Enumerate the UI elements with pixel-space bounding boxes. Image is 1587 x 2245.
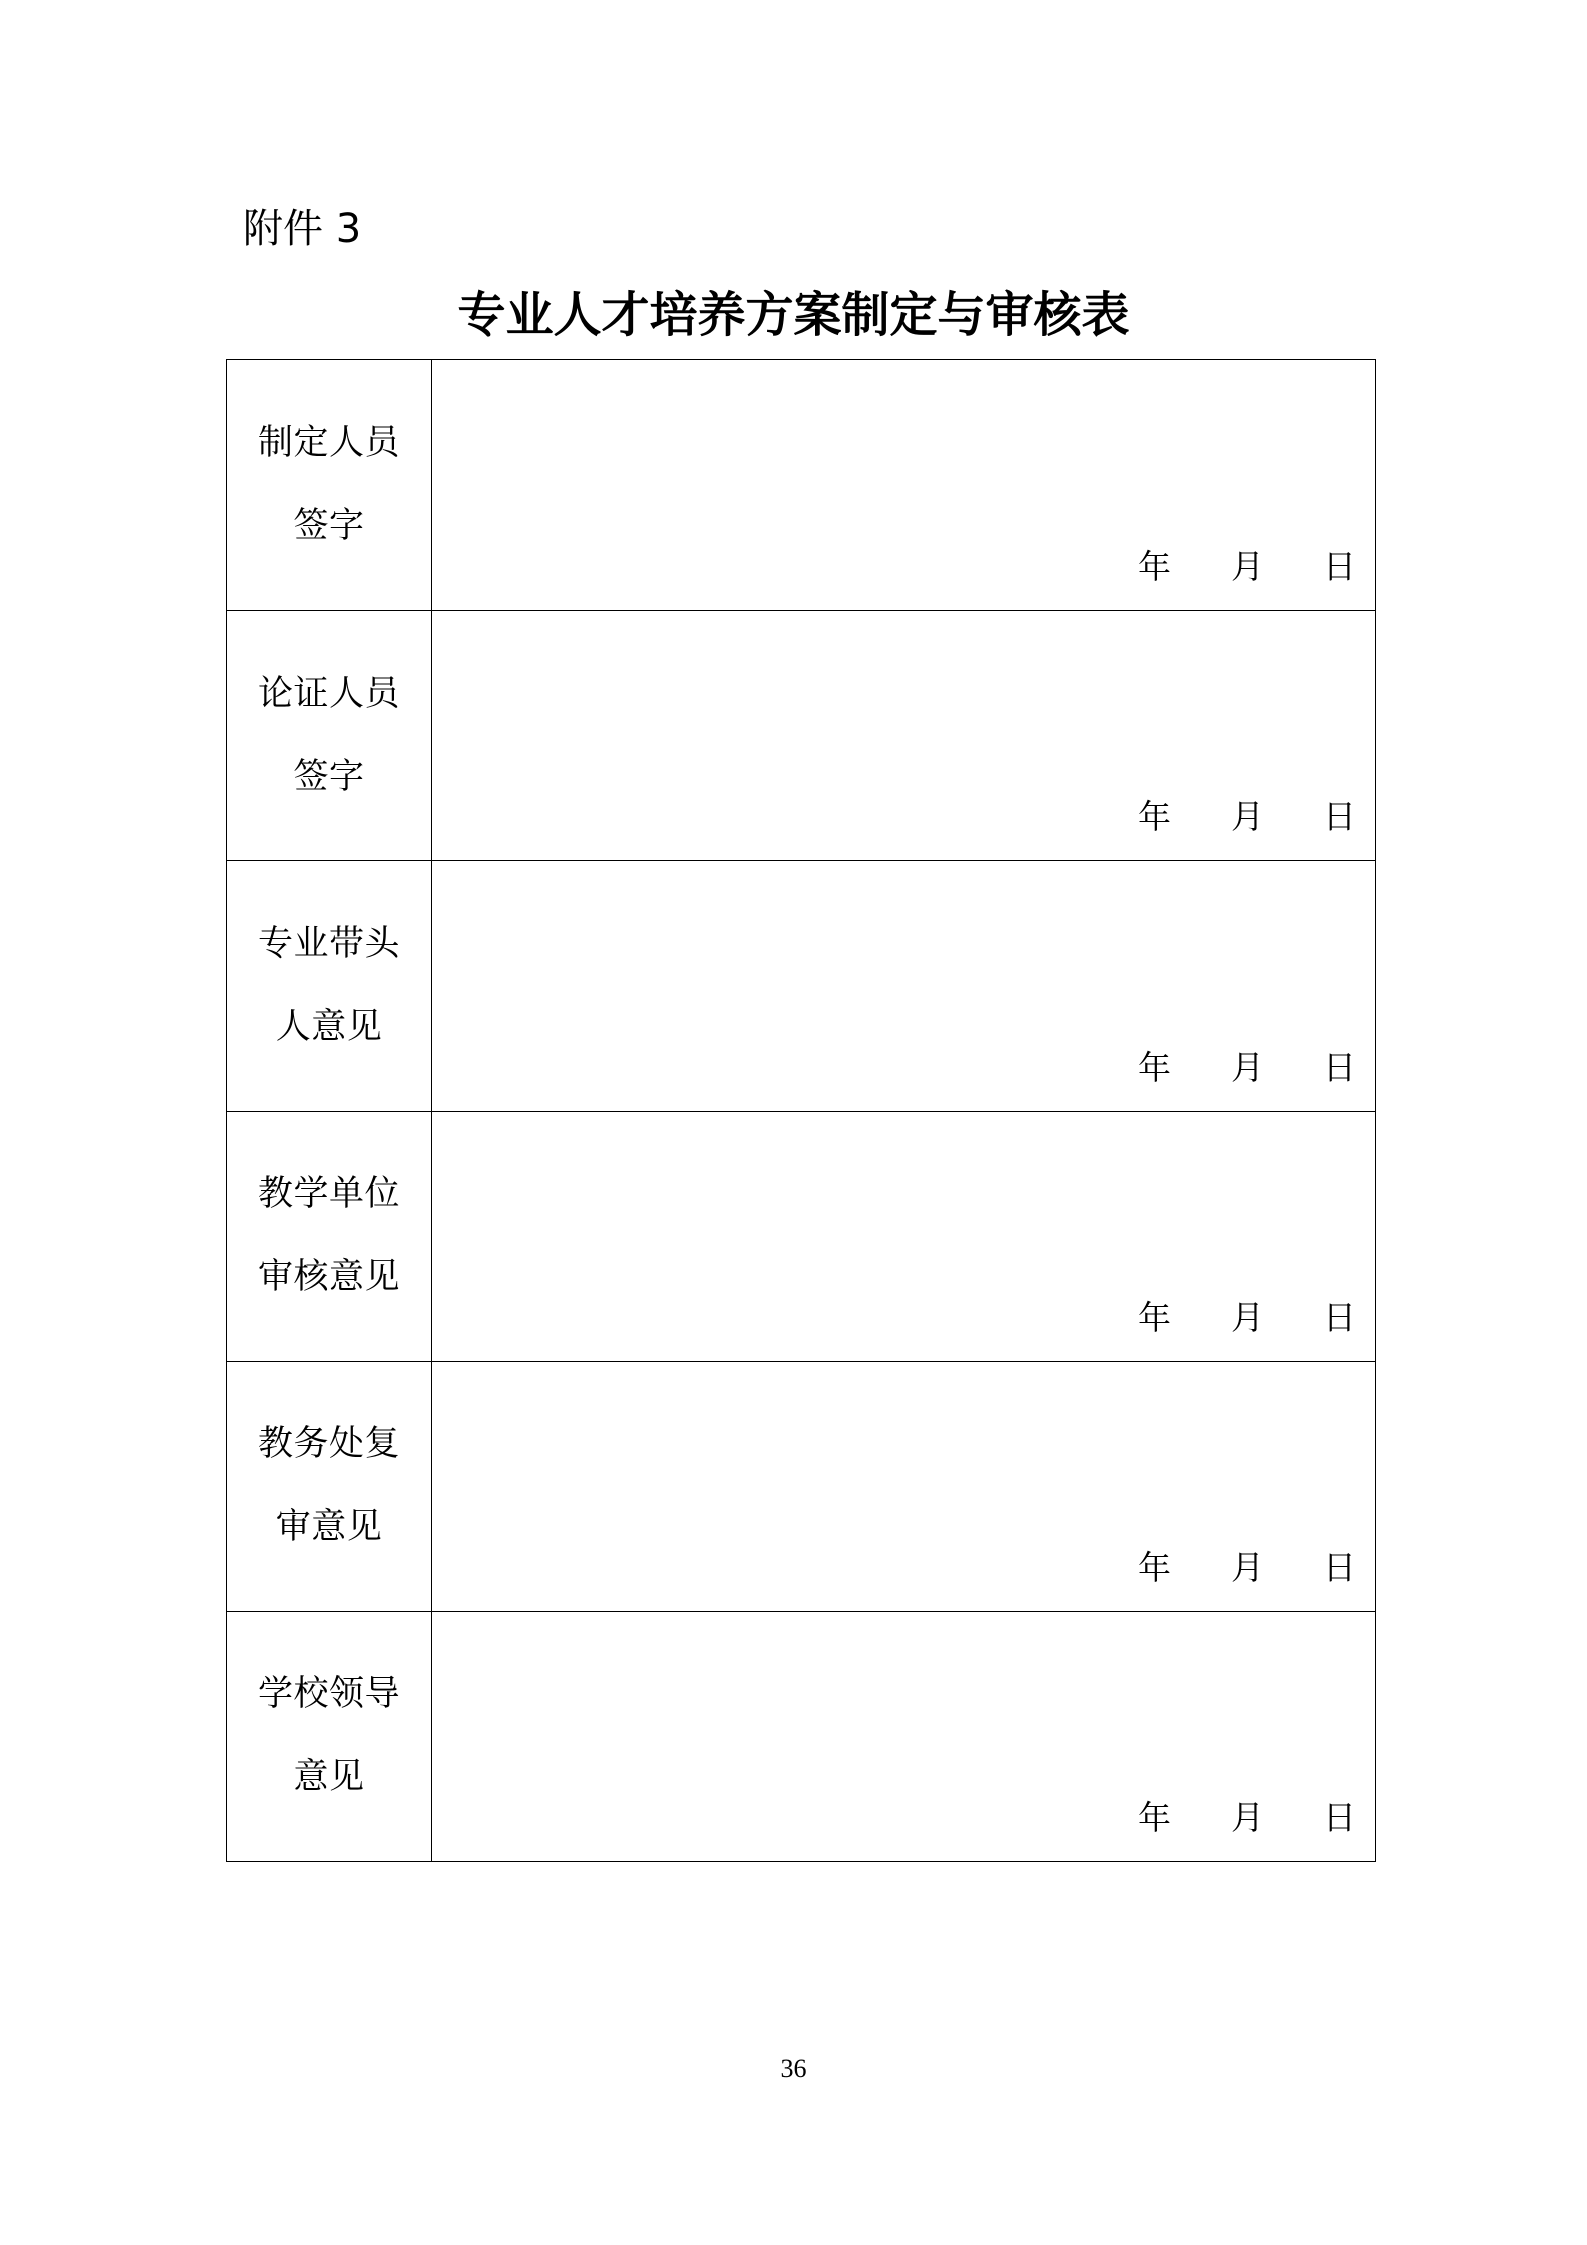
date-year-label: 年 [1138, 1798, 1171, 1837]
row-label-line-1: 论证人员 [257, 673, 400, 714]
date-month-label: 月 [1231, 1547, 1264, 1587]
date-line [432, 1047, 1375, 1087]
page-number: 36 [780, 2054, 807, 2083]
date-line [432, 1798, 1375, 1837]
signature-area [432, 861, 1375, 1110]
row-teaching-unit-review [227, 1111, 1375, 1361]
row-label-line-1: 教务处复 [257, 1424, 400, 1465]
row-label-cell [227, 611, 432, 860]
row-label-line-2: 人意见 [275, 1006, 383, 1047]
date-line [432, 797, 1375, 837]
row-program-leader-opinion [227, 860, 1375, 1110]
row-label-cell [227, 1612, 432, 1861]
date-month-label: 月 [1231, 1047, 1264, 1087]
row-drafters-signature [227, 360, 1375, 610]
date-day-label: 日 [1323, 797, 1356, 837]
review-form-table [226, 359, 1376, 1862]
row-label-line-1: 专业带头 [257, 923, 400, 964]
attachment-label: 附件 3 [243, 206, 362, 252]
date-day-label: 日 [1323, 1798, 1356, 1837]
row-label-line-1: 学校领导 [257, 1674, 400, 1715]
form-title: 专业人才培养方案制定与审核表 [457, 287, 1130, 343]
date-month-label: 月 [1231, 1297, 1264, 1337]
date-day-label: 日 [1323, 1547, 1356, 1587]
date-year-label: 年 [1138, 797, 1171, 837]
signature-area [432, 611, 1375, 860]
row-reviewers-signature [227, 610, 1375, 860]
date-year-label: 年 [1138, 1047, 1171, 1087]
row-label-line-1: 教学单位 [257, 1174, 400, 1215]
date-year-label: 年 [1138, 547, 1171, 587]
date-month-label: 月 [1231, 547, 1264, 587]
date-line [432, 1297, 1375, 1337]
date-day-label: 日 [1323, 1047, 1356, 1087]
row-school-leadership-opinion [227, 1611, 1375, 1861]
date-day-label: 日 [1323, 1297, 1356, 1337]
row-label-line-2: 审核意见 [257, 1257, 400, 1298]
row-label-line-2: 意见 [293, 1757, 365, 1798]
row-label-cell [227, 360, 432, 610]
date-line [432, 1547, 1375, 1587]
signature-area [432, 1362, 1375, 1611]
signature-area [432, 1612, 1375, 1861]
row-label-line-1: 制定人员 [257, 423, 400, 464]
date-month-label: 月 [1231, 797, 1264, 837]
signature-area [432, 360, 1375, 610]
date-year-label: 年 [1138, 1547, 1171, 1587]
date-line [432, 547, 1375, 587]
date-day-label: 日 [1323, 547, 1356, 587]
row-label-cell [227, 1112, 432, 1361]
date-year-label: 年 [1138, 1297, 1171, 1337]
row-label-cell [227, 861, 432, 1110]
row-label-line-2: 审意见 [275, 1507, 383, 1548]
row-label-cell [227, 1362, 432, 1611]
row-label-line-2: 签字 [293, 506, 365, 547]
signature-area [432, 1112, 1375, 1361]
row-academic-affairs-review [227, 1361, 1375, 1611]
date-month-label: 月 [1231, 1798, 1264, 1837]
row-label-line-2: 签字 [293, 756, 365, 797]
